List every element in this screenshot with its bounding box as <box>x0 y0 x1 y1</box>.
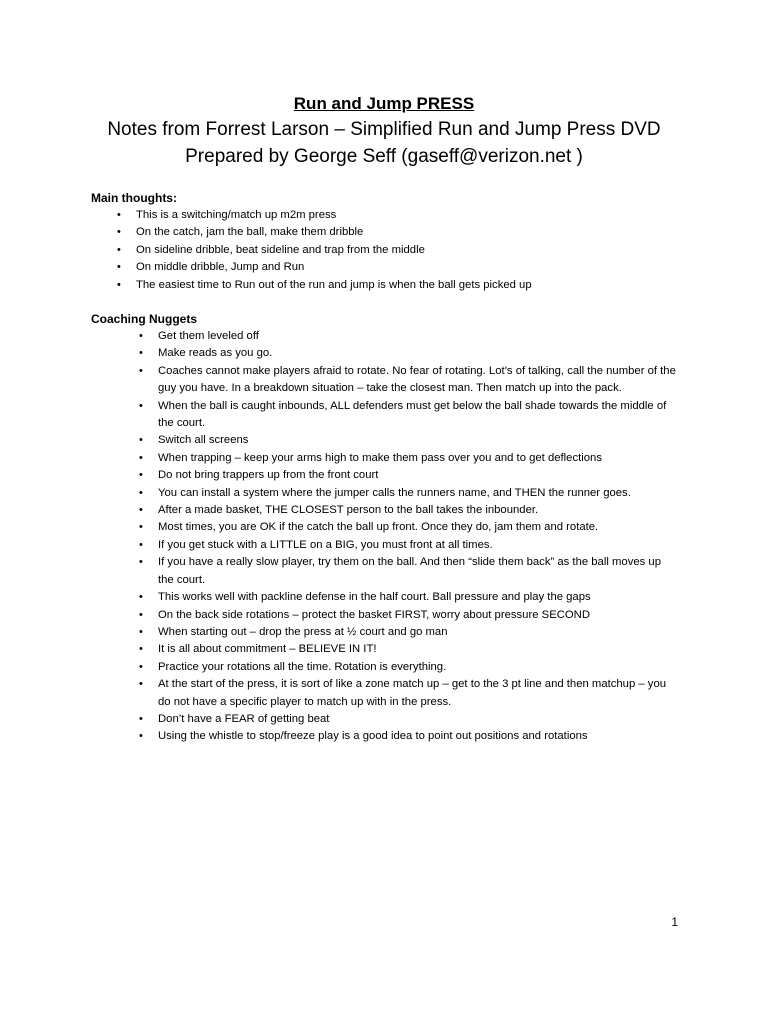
bullet-icon: • <box>139 434 143 447</box>
bullet-icon: • <box>139 364 143 377</box>
bullet-icon: • <box>139 469 143 482</box>
list-item <box>139 728 678 745</box>
list-item <box>139 641 678 658</box>
list-item <box>139 676 678 711</box>
bullet-icon: • <box>139 608 143 621</box>
list-item <box>139 554 678 589</box>
list-item <box>139 467 678 484</box>
list-item <box>139 624 678 641</box>
list-item-text: Practice your rotations all the time. Rotation is everything. <box>158 660 447 673</box>
coaching-nuggets-list <box>139 328 678 746</box>
list-item-text: After a made basket, THE CLOSEST person to the ball takes the inbounder. <box>158 504 539 517</box>
bullet-icon: • <box>117 278 121 291</box>
list-item <box>139 345 678 362</box>
bullet-icon: • <box>117 243 121 256</box>
document-subtitle-line-1: Notes from Forrest Larson – Simplified Run and Jump Press DVD <box>107 119 661 140</box>
list-item <box>139 450 678 467</box>
list-item-text: When starting out – drop the press at ½ court and go man <box>158 625 448 638</box>
list-item <box>117 224 696 241</box>
list-item-text: Coaches cannot make players afraid to rotate. No fear of rotating. Lot’s of talking, call the number of the guy you have. In a breakdown situation – take the closest man. Then match up into the pack. <box>158 364 676 395</box>
list-item <box>117 259 696 276</box>
bullet-icon: • <box>139 660 143 673</box>
list-item-text: At the start of the press, it is sort of like a zone match up – get to the 3 pt line and then matchup – you do not have a specific player to match up with in the press. <box>158 678 667 708</box>
list-item-text: Make reads as you go. <box>158 347 273 360</box>
list-item <box>139 432 678 449</box>
main-thoughts-heading: Main thoughts: <box>91 191 177 205</box>
bullet-icon: • <box>139 521 143 534</box>
coaching-nuggets-heading: Coaching Nuggets <box>91 312 198 326</box>
list-item-text: Don’t have a FEAR of getting beat <box>158 712 330 725</box>
bullet-icon: • <box>117 226 121 239</box>
list-item <box>139 711 678 728</box>
list-item-text: This works well with packline defense in the half court. Ball pressure and play the gaps <box>158 591 591 604</box>
list-item-text: Switch all screens <box>158 434 249 447</box>
list-item-text: The easiest time to Run out of the run and jump is when the ball gets picked up <box>136 278 532 291</box>
bullet-icon: • <box>139 625 143 638</box>
list-item-text: This is a switching/match up m2m press <box>136 209 337 221</box>
bullet-icon: • <box>139 556 143 569</box>
bullet-icon: • <box>139 330 143 342</box>
list-item-text: If you get stuck with a LITTLE on a BIG, you must front at all times. <box>158 538 493 551</box>
list-item <box>139 537 678 554</box>
list-item <box>139 659 678 676</box>
bullet-icon: • <box>139 451 143 464</box>
list-item <box>139 502 678 519</box>
list-item-text: On the back side rotations – protect the basket FIRST, worry about pressure SECOND <box>158 608 590 621</box>
page-number: 1 <box>671 915 678 929</box>
list-item-text: You can install a system where the jumper calls the runners name, and THEN the runner goes. <box>158 486 631 499</box>
bullet-icon: • <box>139 591 143 604</box>
list-item-text: If you have a really slow player, try them on the ball. And then “slide them back” as the ball moves up the court. <box>158 556 661 586</box>
list-item-text: On sideline dribble, beat sideline and trap from the middle <box>136 243 425 256</box>
bullet-icon: • <box>139 486 143 499</box>
list-item <box>117 242 696 259</box>
list-item-text: When trapping – keep your arms high to make them pass over you and to get deflections <box>158 451 602 464</box>
list-item <box>139 519 678 536</box>
list-item <box>117 207 696 224</box>
bullet-icon: • <box>139 712 143 725</box>
bullet-icon: • <box>139 399 143 412</box>
list-item <box>139 328 678 345</box>
bullet-icon: • <box>117 209 121 221</box>
bullet-icon: • <box>139 504 143 517</box>
list-item-text: Most times, you are OK if the catch the ball up front. Once they do, jam them and rotate. <box>158 521 599 534</box>
bullet-icon: • <box>139 643 143 656</box>
bullet-icon: • <box>139 538 143 551</box>
list-item-text: Using the whistle to stop/freeze play is a good idea to point out positions and rotations <box>158 730 588 743</box>
list-item <box>139 363 678 398</box>
list-item <box>139 589 678 606</box>
list-item <box>139 607 678 624</box>
title-block <box>0 92 768 170</box>
list-item-text: On middle dribble, Jump and Run <box>136 261 305 274</box>
list-item-text: Get them leveled off <box>158 330 259 342</box>
list-item <box>139 398 678 433</box>
document-subtitle-line-2: Prepared by George Seff (gaseff@verizon.net ) <box>185 146 583 167</box>
bullet-icon: • <box>139 730 143 743</box>
list-item-text: It is all about commitment – BELIEVE IN IT! <box>158 643 377 656</box>
bullet-icon: • <box>139 678 143 691</box>
main-thoughts-list <box>117 207 696 294</box>
list-item <box>117 277 696 294</box>
bullet-icon: • <box>139 347 143 360</box>
list-item-text: Do not bring trappers up from the front court <box>158 469 379 482</box>
document-title: Run and Jump PRESS <box>293 94 475 113</box>
bullet-icon: • <box>117 261 121 274</box>
list-item-text: On the catch, jam the ball, make them dribble <box>136 226 364 239</box>
list-item-text: When the ball is caught inbounds, ALL defenders must get below the ball shade towards the middle of the court. <box>158 399 667 430</box>
list-item <box>139 485 678 502</box>
